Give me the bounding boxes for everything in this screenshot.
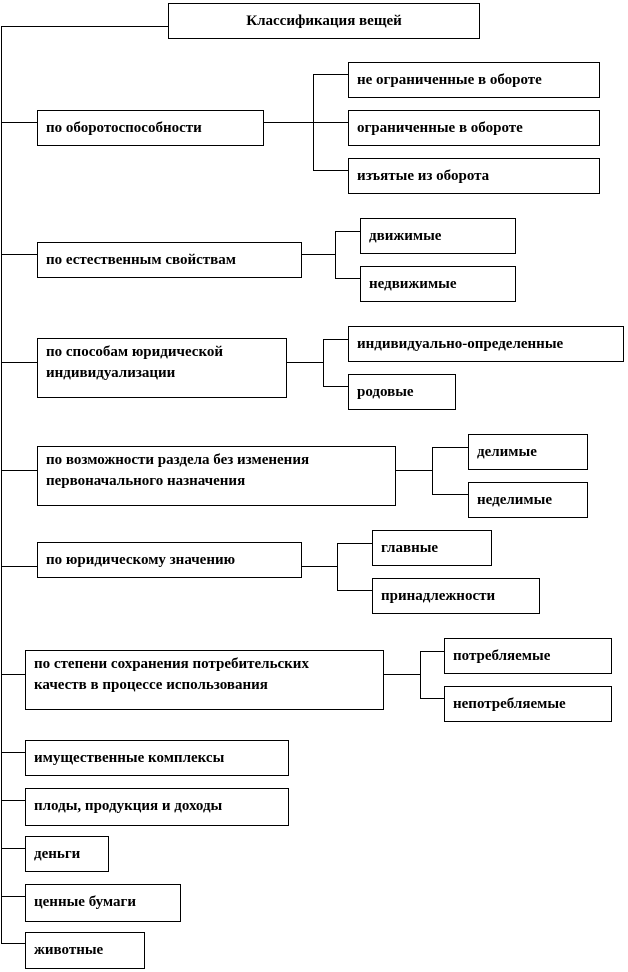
connector-title-spine — [1, 26, 169, 27]
category-estestvennye-svoistva: по естественным свойствам — [37, 242, 302, 278]
connector-spine-individ — [1, 362, 37, 363]
connector-potreb-branch — [384, 674, 420, 675]
category-individualizatsiya — [37, 338, 287, 398]
connector-spine-zhivotnye — [1, 943, 25, 944]
connector-oborot-child2 — [313, 122, 348, 123]
connector-razdel-vertical — [432, 447, 433, 494]
category-razdel — [37, 446, 396, 506]
item-potreblyaemye: потребляемые — [444, 638, 612, 674]
item-individualno-opredelennye: индивидуально-определенные — [348, 326, 624, 362]
connector-oborot-branch — [264, 122, 313, 123]
item-prinadlezhnosti: принадлежности — [372, 578, 540, 614]
connector-main-spine — [1, 26, 2, 943]
connector-znachenie-child2 — [337, 590, 372, 591]
connector-znachenie-child1 — [337, 543, 372, 544]
category-oborotosposobnost: по оборотоспособности — [37, 110, 264, 146]
connector-razdel-branch — [396, 470, 432, 471]
connector-svoistva-vertical — [335, 231, 336, 278]
category-individualizatsiya-line1: по способам юридической — [46, 344, 224, 360]
item-ogranichennye: ограниченные в обороте — [348, 110, 600, 146]
connector-svoistva-child2 — [335, 278, 360, 279]
category-potrebitelskie-kachestva-line1: по степени сохранения потребительских — [34, 656, 309, 672]
connector-spine-bumagi — [1, 896, 25, 897]
connector-spine-dengi — [1, 848, 25, 849]
connector-potreb-child2 — [420, 698, 444, 699]
connector-potreb-vertical — [420, 651, 421, 698]
diagram-title: Классификация вещей — [168, 3, 480, 39]
category-potrebitelskie-kachestva-line2: качеств в процессе использования — [34, 677, 268, 693]
connector-potreb-child1 — [420, 651, 444, 652]
item-dvizhimye: движимые — [360, 218, 516, 254]
connector-individ-vertical — [323, 339, 324, 386]
item-nedelimye: неделимые — [468, 482, 588, 518]
connector-spine-potreb — [1, 674, 25, 675]
item-nedvizhimye: недвижимые — [360, 266, 516, 302]
connector-znachenie-branch — [302, 566, 337, 567]
connector-znachenie-vertical — [337, 543, 338, 590]
connector-spine-svoistva — [1, 254, 37, 255]
connector-oborot-child1 — [313, 74, 348, 75]
category-zhivotnye: животные — [25, 932, 145, 969]
connector-individ-branch — [287, 362, 323, 363]
connector-spine-kompleksy — [1, 752, 25, 753]
connector-svoistva-child1 — [335, 231, 360, 232]
connector-spine-znachenie — [1, 566, 37, 567]
category-razdel-line2: первоначального назначения — [46, 473, 246, 489]
item-ne-ogranichennye: не ограниченные в обороте — [348, 62, 600, 98]
item-nepotreblyaemye: непотребляемые — [444, 686, 612, 722]
connector-oborot-child3 — [313, 170, 348, 171]
item-izyatye: изъятые из оборота — [348, 158, 600, 194]
item-rodovye: родовые — [348, 374, 456, 410]
connector-individ-child2 — [323, 386, 348, 387]
item-delimye: делимые — [468, 434, 588, 470]
category-potrebitelskie-kachestva — [25, 650, 384, 710]
connector-razdel-child2 — [432, 494, 468, 495]
category-razdel-line1: по возможности раздела без изменения — [46, 452, 310, 468]
item-glavnye: главные — [372, 530, 492, 566]
connector-svoistva-branch — [302, 254, 335, 255]
connector-spine-oborot — [1, 122, 37, 123]
connector-spine-plody — [1, 800, 25, 801]
category-plody: плоды, продукция и доходы — [25, 788, 289, 826]
category-dengi: деньги — [25, 836, 109, 872]
connector-individ-child1 — [323, 339, 348, 340]
category-individualizatsiya-line2: индивидуализации — [46, 365, 176, 381]
connector-razdel-child1 — [432, 447, 468, 448]
connector-spine-razdel — [1, 470, 37, 471]
category-imushchestvennye-kompleksy: имущественные комплексы — [25, 740, 289, 776]
category-tsennye-bumagi: ценные бумаги — [25, 884, 181, 922]
category-yuridicheskoe-znachenie: по юридическому значению — [37, 542, 302, 578]
